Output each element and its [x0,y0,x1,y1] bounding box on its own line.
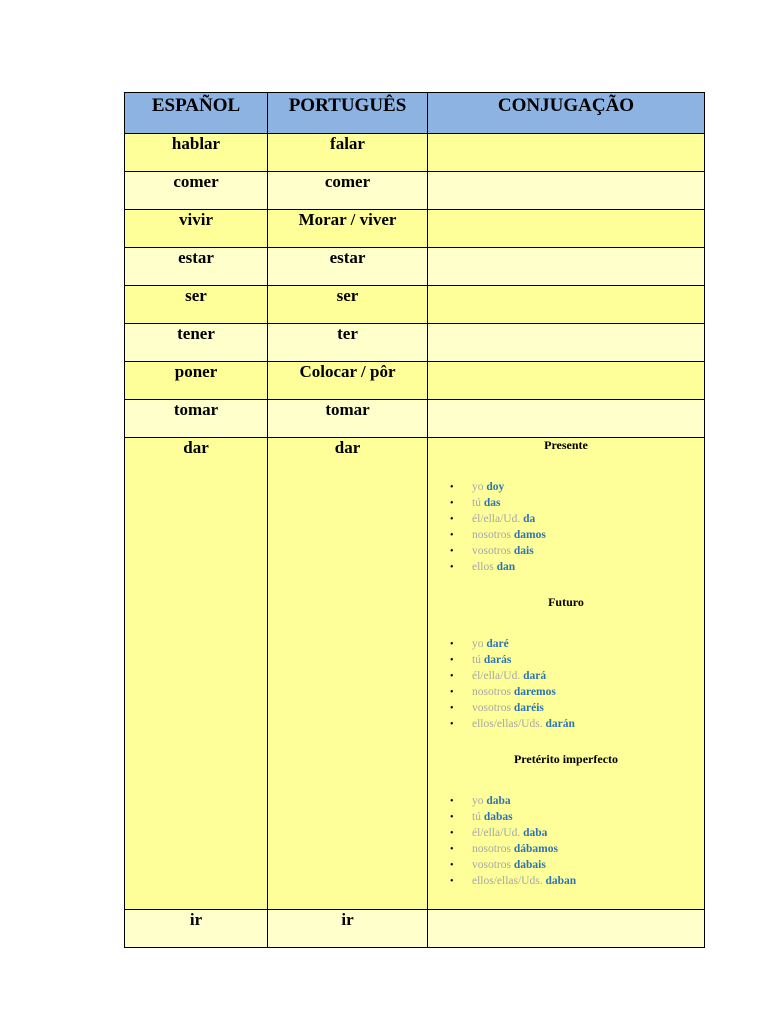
list-item [450,716,704,732]
verb-form: daban [545,875,577,887]
list-item [450,793,704,809]
tense-title: Pretérito imperfecto [513,752,619,766]
verb-form: daréis [513,702,544,714]
portuguese-word: Colocar / pôr [268,362,428,400]
bullet-icon: • [450,876,454,887]
conjugation-cell [428,248,705,286]
conjugation-cell [428,210,705,248]
spanish-word: estar [125,248,268,286]
tense-block [428,752,704,889]
spanish-word: dar [125,438,268,910]
portuguese-word: tomar [268,400,428,438]
verb-form: dais [513,545,534,557]
spanish-word: tomar [125,400,268,438]
conjugation-cell [428,286,705,324]
pronoun: él/ella/Ud. [472,670,521,682]
verb-form: daré [486,638,509,650]
bullet-icon: • [450,860,454,871]
bullet-icon: • [450,482,454,493]
conjugation-cell [428,910,705,948]
pronoun: nosotros [472,686,511,698]
bullet-icon: • [450,546,454,557]
tense-title: Presente [544,438,588,452]
pronoun: él/ella/Ud. [472,513,521,525]
portuguese-word: comer [268,172,428,210]
spanish-word: hablar [125,134,268,172]
pronoun: tú [472,497,481,509]
pronoun: yo [472,481,484,493]
verb-form: darán [545,718,575,730]
portuguese-word: falar [268,134,428,172]
conjugation-cell [428,134,705,172]
list-item [450,652,704,668]
pronoun: ellos/ellas/Uds. [472,718,543,730]
conjugation-cell [428,324,705,362]
list-item [450,511,704,527]
spanish-word: comer [125,172,268,210]
list-item [450,684,704,700]
bullet-icon: • [450,498,454,509]
list-item [450,559,704,575]
conjugation-cell [428,438,705,910]
table-row [125,362,705,400]
table-row [125,324,705,362]
pronoun: vosotros [472,545,511,557]
portuguese-word: ser [268,286,428,324]
list-item [450,825,704,841]
pronoun: nosotros [472,529,511,541]
bullet-icon: • [450,812,454,823]
verb-form: das [483,497,501,509]
header-row [125,93,705,134]
bullet-icon: • [450,562,454,573]
bullet-icon: • [450,655,454,666]
header-conjugacao: CONJUGAÇÃO [428,93,705,134]
pronoun: él/ella/Ud. [472,827,521,839]
list-item [450,873,704,889]
list-item [450,700,704,716]
header-espanol: ESPAÑOL [125,93,268,134]
table-row-dar [125,438,705,910]
portuguese-word: ir [268,910,428,948]
conjugation-cell [428,400,705,438]
conjugation-cell [428,362,705,400]
table-row [125,210,705,248]
verb-form: dará [523,670,547,682]
list-item [450,636,704,652]
bullet-icon: • [450,639,454,650]
verb-form: dabas [483,811,513,823]
verb-form: damos [513,529,546,541]
verb-form: dabais [513,859,546,871]
table-row [125,134,705,172]
list-item [450,857,704,873]
bullet-icon: • [450,703,454,714]
pronoun: vosotros [472,702,511,714]
spanish-word: ser [125,286,268,324]
portuguese-word: dar [268,438,428,910]
verb-form: daba [486,795,511,807]
bullet-icon: • [450,719,454,730]
list-item [450,527,704,543]
verb-form: doy [486,481,505,493]
vocabulary-table [124,92,705,948]
list-item [450,479,704,495]
pronoun: ellos/ellas/Uds. [472,875,543,887]
list-item [450,668,704,684]
pronoun: yo [472,795,484,807]
table-row [125,910,705,948]
table-row [125,286,705,324]
bullet-icon: • [450,671,454,682]
pronoun: vosotros [472,859,511,871]
portuguese-word: ter [268,324,428,362]
tense-block [428,438,704,575]
bullet-icon: • [450,844,454,855]
tense-block [428,595,704,732]
verb-form: dábamos [513,843,558,855]
spanish-word: tener [125,324,268,362]
verb-form: daremos [513,686,556,698]
conjugation-list [428,793,704,889]
spanish-word: ir [125,910,268,948]
list-item [450,841,704,857]
conjugation-list [428,479,704,575]
table-row [125,172,705,210]
tense-title: Futuro [548,595,584,609]
verb-form: da [523,513,536,525]
table-row [125,248,705,286]
verb-form: dan [496,561,516,573]
header-portugues: PORTUGUÊS [268,93,428,134]
verb-form: daba [523,827,548,839]
conjugation-cell [428,172,705,210]
pronoun: ellos [472,561,494,573]
pronoun: tú [472,654,481,666]
list-item [450,809,704,825]
bullet-icon: • [450,828,454,839]
list-item [450,543,704,559]
pronoun: yo [472,638,484,650]
pronoun: tú [472,811,481,823]
portuguese-word: Morar / viver [268,210,428,248]
bullet-icon: • [450,687,454,698]
list-item [450,495,704,511]
pronoun: nosotros [472,843,511,855]
spanish-word: poner [125,362,268,400]
bullet-icon: • [450,796,454,807]
portuguese-word: estar [268,248,428,286]
bullet-icon: • [450,530,454,541]
verb-form: darás [483,654,512,666]
table-row [125,400,705,438]
conjugation-list [428,636,704,732]
bullet-icon: • [450,514,454,525]
spanish-word: vivir [125,210,268,248]
